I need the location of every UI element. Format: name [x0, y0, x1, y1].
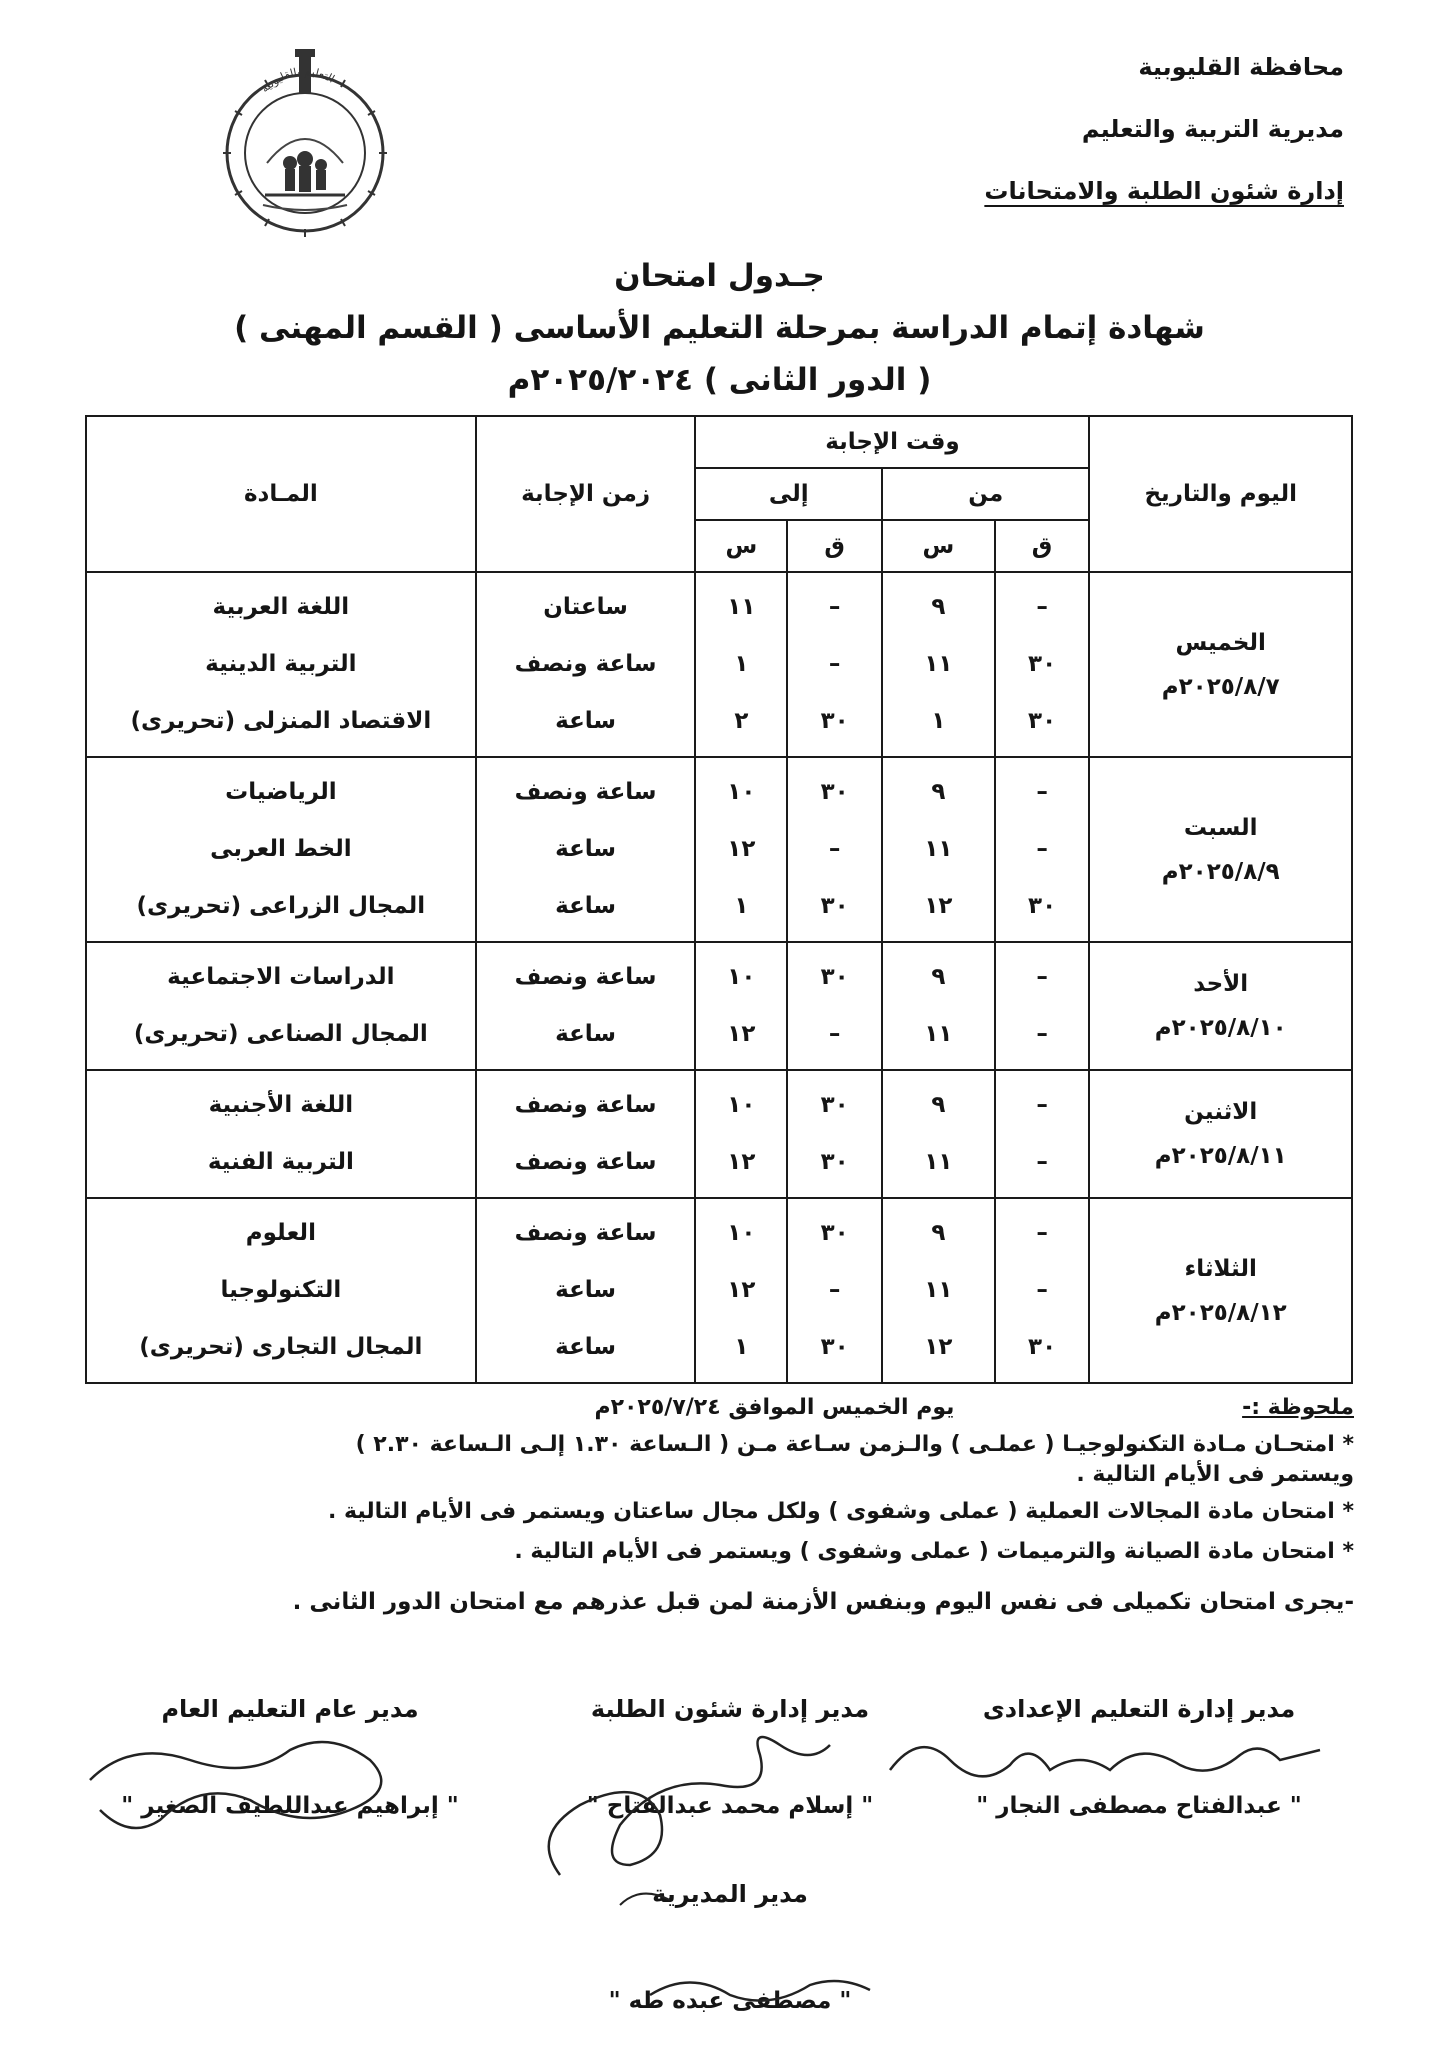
day-date: ٢٠٢٥/٨/١١م: [1154, 1143, 1287, 1169]
duration-value: ساعة: [555, 1277, 617, 1303]
subject-cell: [86, 1070, 476, 1198]
to-minute-value: ٣٠: [820, 708, 849, 734]
from-minute-cell: [995, 572, 1090, 757]
handwritten-signature-icon: [640, 1965, 880, 2015]
day-date-cell: [1089, 572, 1352, 757]
to-minute-value: ٣٠: [820, 1220, 849, 1246]
subject-value: اللغة العربية: [212, 594, 350, 620]
from-hour-value: ١١: [924, 651, 953, 677]
to-hour-cell: [695, 1198, 787, 1383]
from-hour-value: ١١: [924, 1021, 953, 1047]
subject-value: العلوم: [245, 1220, 316, 1246]
from-hour-value: ١٢: [924, 1334, 953, 1360]
seal-icon: [205, 45, 405, 245]
to-hour-value: ١٠: [727, 964, 756, 990]
table-row: [86, 1198, 1352, 1383]
subject-value: المجال التجارى (تحريرى): [139, 1334, 423, 1360]
to-minute-value: ٣٠: [820, 1092, 849, 1118]
note-item: * امتحـان مـادة التكنولوجيـا ( عملـى ) والـزمن سـاعة مـن ( الـساعة ١.٣٠ إلـى الـساعة ٢.٣٠ ): [355, 1432, 1354, 1457]
from-minute-value: –: [1036, 1092, 1048, 1118]
from-hour-cell: [882, 572, 995, 757]
exam-schedule-table: [85, 415, 1353, 1384]
from-minute-cell: [995, 942, 1090, 1070]
day-date-cell: [1089, 757, 1352, 942]
day-date: ٢٠٢٥/٨/١٠م: [1154, 1015, 1287, 1041]
from-minute-value: –: [1036, 1149, 1048, 1175]
from-hour-cell: [882, 757, 995, 942]
table-row: [86, 1070, 1352, 1198]
from-minute-value: –: [1036, 1021, 1048, 1047]
document-header: [984, 52, 1344, 238]
duration-cell: [476, 942, 696, 1070]
subject-value: التربية الدينية: [205, 651, 357, 677]
title-line-2: شهادة إتمام الدراسة بمرحلة التعليم الأساسى ( القسم المهنى ): [234, 310, 1205, 346]
from-hour-value: ٩: [931, 1220, 946, 1246]
from-minute-value: –: [1036, 1220, 1048, 1246]
signature-title: مدير المديرية: [652, 1880, 808, 1908]
table-row: [86, 572, 1352, 757]
notes-date-line: يوم الخميس الموافق ٢٠٢٥/٧/٢٤م: [594, 1395, 955, 1420]
from-hour-cell: [882, 1070, 995, 1198]
to-hour-value: ١: [734, 893, 749, 919]
subject-value: الرياضيات: [225, 779, 337, 805]
signature-title: مدير عام التعليم العام: [161, 1695, 419, 1723]
to-minute-cell: [787, 1198, 882, 1383]
to-hour-value: ١٢: [727, 1277, 756, 1303]
to-hour-value: ١٢: [727, 1021, 756, 1047]
header-from-hour: س: [882, 520, 995, 572]
handwritten-signature-icon: [70, 1720, 430, 1850]
handwritten-signature-icon: [520, 1715, 850, 1915]
from-hour-value: ٩: [931, 594, 946, 620]
from-hour-value: ١١: [924, 836, 953, 862]
from-hour-value: ٩: [931, 1092, 946, 1118]
header-subject: المـادة: [86, 416, 476, 572]
from-minute-value: –: [1036, 964, 1048, 990]
handwritten-signature-icon: [880, 1720, 1340, 1800]
header-to-hour: س: [695, 520, 787, 572]
day-name: الأحد: [1193, 971, 1249, 997]
duration-value: ساعتان: [543, 594, 628, 620]
from-hour-value: ٩: [931, 779, 946, 805]
duration-value: ساعة ونصف: [514, 1149, 657, 1175]
signature-name: " مصطفى عبده طه ": [608, 1988, 852, 2014]
to-minute-value: ٣٠: [820, 964, 849, 990]
to-minute-value: –: [828, 594, 841, 620]
duration-value: ساعة: [555, 836, 617, 862]
subject-value: الاقتصاد المنزلى (تحريرى): [130, 708, 432, 734]
subject-cell: [86, 572, 476, 757]
subject-value: المجال الزراعى (تحريرى): [136, 893, 426, 919]
subject-cell: [86, 1198, 476, 1383]
to-hour-value: ١٠: [727, 1220, 756, 1246]
from-minute-value: ٣٠: [1028, 893, 1057, 919]
to-hour-cell: [695, 942, 787, 1070]
from-minute-value: ٣٠: [1028, 1334, 1057, 1360]
to-hour-cell: [695, 757, 787, 942]
header-day-date: اليوم والتاريخ: [1089, 416, 1352, 572]
svg-text:التعليم بالقليوبية: [259, 65, 337, 95]
day-date: ٢٠٢٥/٨/١٢م: [1154, 1299, 1287, 1326]
from-minute-value: ٣٠: [1028, 708, 1057, 734]
duration-cell: [476, 757, 696, 942]
from-hour-cell: [882, 942, 995, 1070]
to-hour-value: ١٠: [727, 1092, 756, 1118]
day-date-cell: [1089, 1070, 1352, 1198]
to-minute-value: ٣٠: [820, 893, 849, 919]
governorate-name: محافظة القليوبية: [1138, 53, 1344, 81]
from-minute-value: –: [1036, 836, 1048, 862]
from-minute-value: –: [1036, 1277, 1048, 1303]
title-line-1: جـدول امتحان: [614, 258, 825, 294]
directorate-name: مديرية التربية والتعليم: [1081, 115, 1344, 143]
duration-value: ساعة ونصف: [514, 651, 657, 677]
to-minute-value: –: [828, 836, 841, 862]
notes-section: [84, 1395, 1354, 1615]
from-hour-value: ١: [931, 708, 946, 734]
to-minute-value: ٣٠: [820, 779, 849, 805]
schedule-body: [86, 572, 1352, 1383]
day-name: الاثنين: [1184, 1099, 1258, 1125]
signature-title: مدير إدارة شئون الطلبة: [590, 1695, 870, 1723]
header-answer-time: وقت الإجابة: [695, 416, 1089, 468]
table-row: [86, 757, 1352, 942]
to-hour-value: ١: [734, 1334, 749, 1360]
header-from: من: [882, 468, 1089, 520]
from-hour-value: ١٢: [924, 893, 953, 919]
duration-cell: [476, 1198, 696, 1383]
day-date-cell: [1089, 942, 1352, 1070]
duration-cell: [476, 1070, 696, 1198]
to-minute-cell: [787, 1070, 882, 1198]
from-minute-value: –: [1036, 594, 1048, 620]
day-name: الخميس: [1175, 629, 1266, 656]
duration-value: ساعة: [555, 1021, 617, 1047]
day-date: ٢٠٢٥/٨/٩م: [1161, 858, 1280, 885]
from-hour-cell: [882, 1198, 995, 1383]
subject-value: التكنولوجيا: [220, 1277, 342, 1303]
duration-value: ساعة: [555, 893, 617, 919]
from-hour-value: ٩: [931, 964, 946, 990]
to-hour-value: ١٢: [727, 836, 756, 862]
duration-value: ساعة ونصف: [514, 1220, 657, 1246]
department-name: إدارة شئون الطلبة والامتحانات: [984, 177, 1344, 205]
signature-name: " عبدالفتاح مصطفى النجار ": [976, 1793, 1302, 1819]
duration-value: ساعة: [555, 708, 617, 734]
header-duration: زمن الإجابة: [476, 416, 696, 572]
title-line-3: ( الدور الثانى ) ٢٠٢٥/٢٠٢٤م: [507, 362, 932, 398]
from-minute-cell: [995, 1198, 1090, 1383]
subject-value: اللغة الأجنبية: [208, 1092, 354, 1118]
day-name: الثلاثاء: [1184, 1255, 1257, 1282]
day-date: ٢٠٢٥/٨/٧م: [1161, 673, 1280, 700]
from-minute-value: ٣٠: [1028, 651, 1057, 677]
header-to: إلى: [695, 468, 882, 520]
subject-value: التربية الفنية: [207, 1149, 354, 1175]
day-date-cell: [1089, 1198, 1352, 1383]
duration-value: ساعة ونصف: [514, 1092, 657, 1118]
signature-title: مدير إدارة التعليم الإعدادى: [982, 1695, 1296, 1723]
duration-cell: [476, 572, 696, 757]
duration-value: ساعة: [555, 1334, 617, 1360]
subject-value: الخط العربى: [210, 836, 352, 862]
to-minute-value: ٣٠: [820, 1334, 849, 1360]
to-hour-value: ١٢: [727, 1149, 756, 1175]
to-hour-value: ١٠: [727, 779, 756, 805]
signature-name: " إبراهيم عبداللطيف الصغير ": [121, 1793, 459, 1819]
to-hour-cell: [695, 1070, 787, 1198]
from-minute-value: –: [1036, 779, 1048, 805]
header-to-minute: ق: [787, 520, 882, 572]
note-item: ويستمر فى الأيام التالية .: [1076, 1462, 1354, 1487]
header-from-minute: ق: [995, 520, 1090, 572]
from-minute-cell: [995, 757, 1090, 942]
to-minute-value: ٣٠: [820, 1149, 849, 1175]
from-hour-value: ١١: [924, 1149, 953, 1175]
subject-value: الدراسات الاجتماعية: [167, 964, 395, 990]
duration-value: ساعة ونصف: [514, 964, 657, 990]
day-name: السبت: [1183, 814, 1258, 841]
signature-name: " إسلام محمد عبدالفتاح ": [586, 1793, 874, 1819]
to-hour-value: ٢: [734, 708, 749, 734]
subject-cell: [86, 757, 476, 942]
notes-heading: ملحوظة :-: [1242, 1395, 1354, 1420]
subject-value: المجال الصناعى (تحريرى): [133, 1021, 428, 1047]
from-hour-value: ١١: [924, 1277, 953, 1303]
duration-value: ساعة ونصف: [514, 779, 657, 805]
to-minute-cell: [787, 572, 882, 757]
note-item: * امتحان مادة المجالات العملية ( عملى وشفوى ) ولكل مجال ساعتان ويستمر فى الأيام التالية .: [328, 1499, 1354, 1524]
from-minute-cell: [995, 1070, 1090, 1198]
to-hour-value: ١١: [727, 594, 756, 620]
note-item: * امتحان مادة الصيانة والترميمات ( عملى وشفوى ) ويستمر فى الأيام التالية .: [514, 1539, 1354, 1564]
to-minute-value: –: [828, 651, 841, 677]
to-minute-cell: [787, 757, 882, 942]
notes-closing: -يجرى امتحان تكميلى فى نفس اليوم وبنفس الأزمنة لمن قبل عذرهم مع امتحان الدور الثانى .: [292, 1589, 1354, 1615]
to-hour-cell: [695, 572, 787, 757]
table-row: [86, 942, 1352, 1070]
to-minute-cell: [787, 942, 882, 1070]
to-minute-value: –: [828, 1277, 841, 1303]
to-minute-value: –: [828, 1021, 841, 1047]
to-hour-value: ١: [734, 651, 749, 677]
seal-text: التعليم بالقليوبية: [258, 64, 337, 96]
subject-cell: [86, 942, 476, 1070]
